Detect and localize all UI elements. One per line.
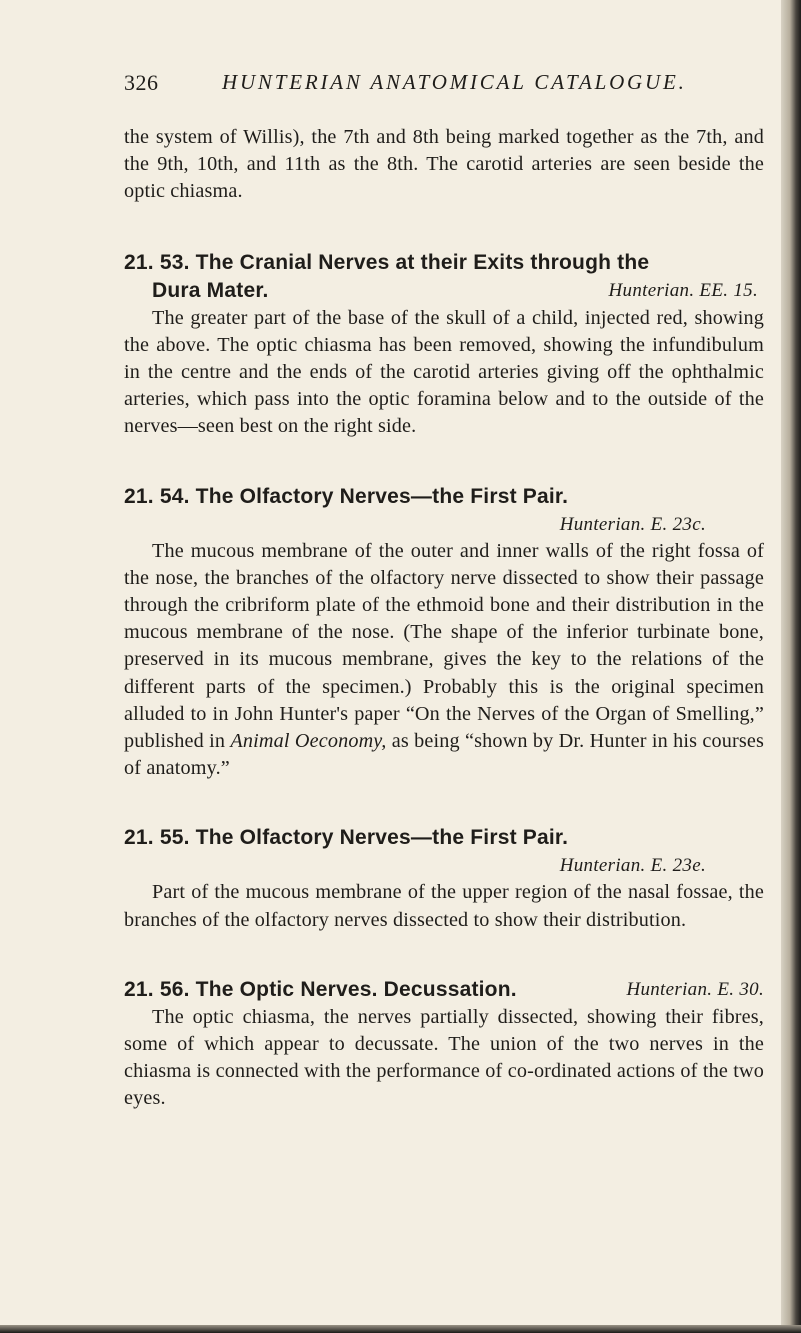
entry-title bbox=[124, 976, 764, 1004]
description-text: The mucous membrane of the outer and inner walls of the right fossa of the nose, the branches of the olfactory nerve dissected to show their passage through the cribriform plate of the ethmoid bone and their distribution in the mucous membrane of the nose. (The shape of the inferior turbinate bone, preserved in its mucous membrane, gives the key to the relations of the different parts of the specimen.) Probably this is the original specimen alluded to in John Hunter's paper “On the Nerves of the Organ of Smelling,” published in bbox=[124, 539, 764, 753]
page-content bbox=[124, 124, 764, 1155]
entry-description: Part of the mucous membrane of the upper region of the nasal fossae, the branches of the olfactory nerves dissected to show their distribution. bbox=[124, 881, 764, 931]
entry-number: 21. 55. bbox=[124, 826, 190, 850]
entry-title bbox=[124, 249, 764, 277]
entry-title bbox=[124, 824, 764, 852]
entry-title-line-1: The Cranial Nerves at their Exits through the bbox=[195, 250, 650, 274]
bottom-edge bbox=[0, 1325, 801, 1333]
catalogue-entry-21-56 bbox=[124, 976, 764, 1113]
entry-title bbox=[124, 483, 764, 511]
entry-number: 21. 56. bbox=[124, 977, 190, 1001]
entry-title-continued bbox=[124, 277, 764, 305]
book-title: Animal Oeconomy, bbox=[230, 730, 387, 753]
entry-title-line-2: Dura Mater. bbox=[152, 278, 269, 302]
description-text-end: as being “shown by Dr. Hunter in his courses of anatomy.” bbox=[124, 730, 764, 780]
entry-reference: Hunterian. E. 23e. bbox=[559, 855, 706, 877]
entry-reference: Hunterian. E. 23c. bbox=[559, 513, 706, 535]
entry-reference: Hunterian. EE. 15. bbox=[608, 279, 758, 301]
entry-description bbox=[124, 538, 764, 783]
page-number: 326 bbox=[124, 70, 159, 95]
entry-description: The greater part of the base of the skull of a child, injected red, showing the above. The optic chiasma has been removed, showing the infundibulum in the centre and the ends of the carotid arteries giving off the ophthalmic arteries, which pass into the optic foramina below and to the outside of the nerves—seen best on the right side. bbox=[124, 306, 764, 438]
entry-title-text: The Optic Nerves. Decussation. bbox=[195, 977, 517, 1001]
entry-number: 21. 53. bbox=[124, 250, 190, 274]
entry-number: 21. 54. bbox=[124, 484, 190, 508]
page-header bbox=[124, 70, 764, 110]
intro-paragraph: the system of Willis), the 7th and 8th being marked together as the 7th, and the 9th, 10th, and 11th as the 8th. The carotid arteries are seen beside the optic chiasma. bbox=[124, 126, 764, 203]
catalogue-entry-21-55 bbox=[124, 824, 764, 933]
entry-title-text: The Olfactory Nerves—the First Pair. bbox=[195, 484, 569, 508]
catalogue-entry-21-53 bbox=[124, 249, 764, 441]
catalogue-entry-21-54 bbox=[124, 483, 764, 783]
page-edge-shadow bbox=[781, 0, 801, 1333]
entry-description: The optic chiasma, the nerves partially dissected, showing their fibres, some of which appear to decussate. The union of the two nerves in the chiasma is connected with the performance of co-ordinated actions of the two eyes. bbox=[124, 1005, 764, 1110]
running-title: HUNTERIAN ANATOMICAL CATALOGUE. bbox=[222, 70, 687, 94]
entry-title-text: The Olfactory Nerves—the First Pair. bbox=[195, 826, 569, 850]
entry-reference: Hunterian. E. 30. bbox=[626, 978, 764, 1000]
